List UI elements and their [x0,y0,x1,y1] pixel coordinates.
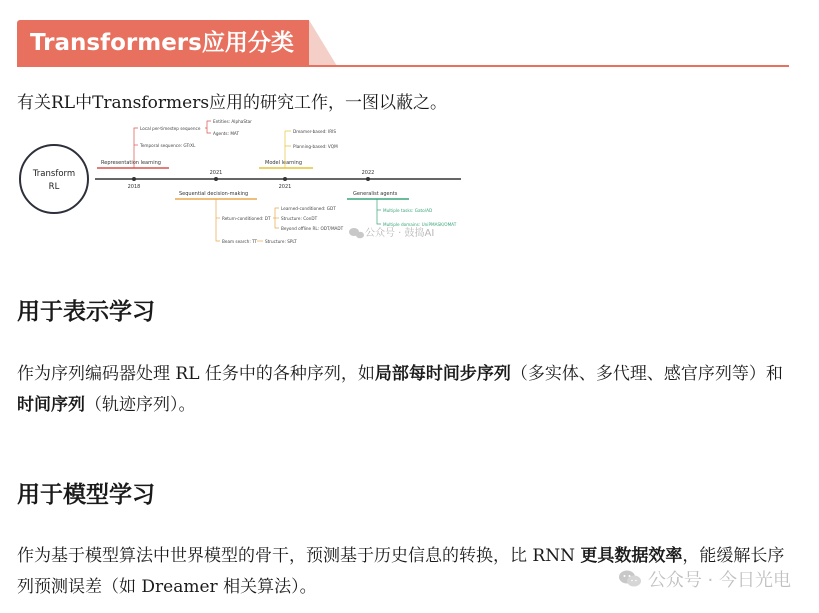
section1-bold-1: 局部每时间步序列 [374,364,511,384]
beam-search-label: Beam search: TT [222,239,258,244]
timeline-dot-2021a [214,177,218,181]
section-header-title: Transformers应用分类 [30,30,294,56]
section1-paragraph: 作为序列编码器处理 RL 任务中的各种序列，如局部每时间步序列（多实体、多代理、感官序列等）和时间序列（轨迹序列）。 [17,364,783,415]
learned-cond-label: Learned-conditioned: GDT [281,206,336,211]
year-2022: 2022 [361,170,375,176]
wechat-icon [618,569,642,589]
diagram-watermark: 公众号 · 鼓捣AI [365,228,435,239]
dreamer-label: Dreamer-based: IRIS [293,129,337,134]
timeline-dot-2021b [283,177,287,181]
seq-dm-label: Sequential decision-making [179,191,249,197]
return-cond-label: Return-conditioned: DT [222,216,271,221]
rep-learning-label: Representation learning [101,160,161,166]
timeline-dot-2018 [132,177,136,181]
diagram-center-label-1: Transform [32,169,76,179]
header-fold-decoration [309,20,337,66]
bottom-watermark [618,566,791,592]
year-2018: 2018 [127,184,141,190]
generalist-label: Generalist agents [353,191,398,197]
year-2021a: 2021 [209,170,223,176]
planning-label: Planning-based: VQM [293,144,338,149]
bottom-watermark-text: 公众号 · 今日光电 [647,570,791,591]
section2-heading: 用于模型学习 [17,482,155,508]
header-rule [17,65,789,67]
section1-bold-2: 时间序列 [17,395,85,415]
multiple-domains-label: Multiple domains: UniPMASK/OMAT [383,222,457,227]
model-learning-label: Model learning [265,160,302,166]
agents-label: Agents: MAT [213,131,240,136]
structure-splt-label: Structure: SPLT [265,239,297,244]
intro-text: 有关RL中Transformers应用的研究工作，一图以蔽之。 [17,93,448,113]
temporal-seq-label: Temporal sequence: GTrXL [140,143,196,148]
multiple-tasks-label: Multiple tasks: Gato/AD [383,208,433,213]
diagram-center-label-2: RL [48,182,60,192]
timeline-diagram [17,117,477,247]
diagram-center-circle [20,145,88,213]
section-header [17,20,309,66]
local-seq-label: Local per-timestep sequence [140,126,201,131]
year-2021b: 2021 [278,184,292,190]
diagram-wechat-icon [349,228,364,238]
section2-bold-1: 更具数据效率 [580,546,683,566]
structure-condt-label: Structure: ConDT [281,216,318,221]
timeline-dot-2022 [366,177,370,181]
entities-label: Entities: AlphaStar [213,119,252,124]
section1-heading: 用于表示学习 [17,299,155,325]
beyond-offline-label: Beyond offline RL: ODT/MADT [281,226,344,231]
section2-paragraph: 作为基于模型算法中世界模型的骨干，预测基于历史信息的转换，比 RNN 更具数据效率，能缓解长序列预测误差（如 Dreamer 相关算法）。 [17,546,785,597]
